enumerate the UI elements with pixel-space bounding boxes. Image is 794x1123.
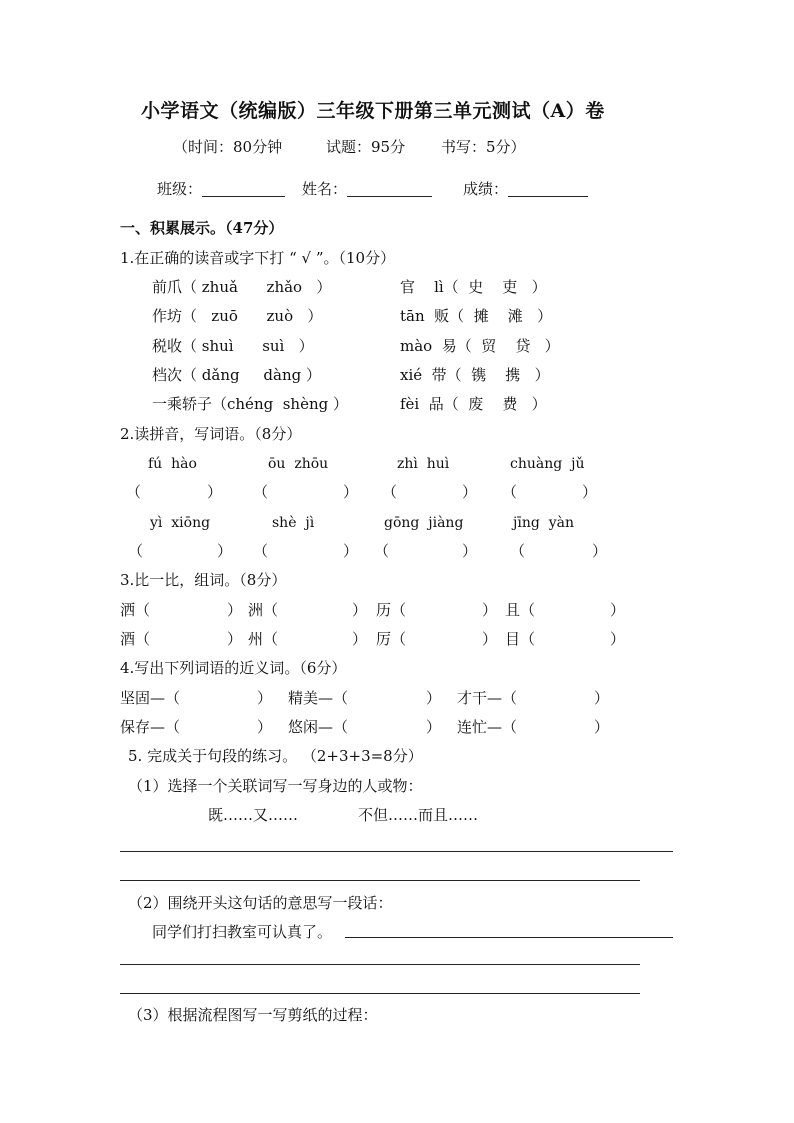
q3-close: ） — [227, 630, 243, 648]
q3-char: 且（ — [505, 601, 536, 619]
q3-close: ） — [352, 601, 368, 619]
q5-title: 5. 完成关于句段的练习。 （2+3+3=8分） — [128, 747, 423, 765]
q1-title: 1.在正确的读音或字下打 “ √ ”。（10分） — [120, 249, 396, 267]
pinyin: gōng jiàng — [384, 515, 464, 531]
answer-line[interactable] — [345, 937, 673, 938]
q2-title: 2.读拼音，写词语。（8分） — [120, 425, 302, 443]
q1-left-item: 作坊（ zuō zuò ） — [152, 307, 323, 325]
time-limit: （时间：80分钟 — [173, 138, 283, 156]
q3-char: 州（ — [248, 630, 279, 648]
section-heading: 一、积累展示。（47分） — [120, 219, 284, 237]
q1-right-item: 官 lì（ 史 吏 ） — [400, 278, 547, 296]
pinyin: ōu zhōu — [268, 456, 329, 472]
q3-close: ） — [610, 630, 626, 648]
writing-score: 书写：5分） — [441, 138, 526, 156]
q3-close: ） — [610, 601, 626, 619]
q4-word: 精美—（ — [288, 689, 349, 707]
answer-bracket-open: （ — [382, 483, 398, 501]
answer-line[interactable] — [120, 851, 673, 852]
conjunction-option: 不但……而且…… — [358, 806, 479, 824]
answer-bracket-open: （ — [253, 483, 269, 501]
q5-part2: （2）围绕开头这句话的意思写一段话： — [128, 894, 393, 912]
q4-close: ） — [426, 689, 442, 707]
q3-char: 历（ — [376, 601, 407, 619]
answer-bracket-open: （ — [128, 542, 144, 560]
q4-word: 保存—（ — [120, 718, 181, 736]
answer-line[interactable] — [120, 964, 640, 965]
answer-bracket-close: ） — [462, 542, 478, 560]
answer-bracket-close: ） — [582, 483, 598, 501]
answer-bracket-close: ） — [217, 542, 233, 560]
pinyin: yì xiōng — [150, 515, 211, 531]
q4-word: 连忙—（ — [457, 718, 518, 736]
q4-close: ） — [594, 689, 610, 707]
q1-left-item: 税收（ shuì suì ） — [152, 337, 314, 355]
class-blank[interactable] — [202, 180, 285, 197]
grade-label: 成绩： — [463, 179, 588, 199]
answer-bracket-close: ） — [207, 483, 223, 501]
q4-word: 坚固—（ — [120, 689, 181, 707]
conjunction-option: 既……又…… — [208, 806, 299, 824]
answer-line[interactable] — [120, 880, 640, 881]
pinyin: zhì huì — [397, 456, 450, 472]
pinyin: shè jì — [272, 515, 315, 531]
q1-right-item: tān 贩（ 摊 滩 ） — [400, 307, 553, 325]
answer-bracket-open: （ — [374, 542, 390, 560]
answer-bracket-close: ） — [343, 542, 359, 560]
q5-part3: （3）根据流程图写一写剪纸的过程： — [128, 1006, 378, 1024]
q3-close: ） — [227, 601, 243, 619]
q1-right-item: mào 易（ 贸 贷 ） — [400, 337, 560, 355]
q3-char: 洒（ — [120, 601, 151, 619]
q1-right-item: fèi 品（ 废 费 ） — [400, 395, 547, 413]
q4-close: ） — [426, 718, 442, 736]
q3-char: 目（ — [505, 630, 536, 648]
q4-close: ） — [594, 718, 610, 736]
grade-blank[interactable] — [508, 180, 588, 197]
q1-left-item: 一乘轿子（chéng shèng ） — [152, 395, 349, 413]
q4-word: 才干—（ — [457, 689, 518, 707]
q4-close: ） — [257, 718, 273, 736]
name-label: 姓名： — [302, 179, 432, 199]
q1-left-item: 档次（ dǎng dàng ） — [152, 366, 321, 384]
total-score: 试题：95分 — [326, 138, 406, 156]
q3-close: ） — [482, 601, 498, 619]
q4-word: 悠闲—（ — [288, 718, 349, 736]
q3-char: 酒（ — [120, 630, 151, 648]
q3-char: 厉（ — [376, 630, 407, 648]
answer-bracket-close: ） — [343, 483, 359, 501]
class-label: 班级： — [157, 179, 285, 199]
q4-close: ） — [257, 689, 273, 707]
q3-close: ） — [482, 630, 498, 648]
q3-title: 3.比一比，组词。（8分） — [120, 571, 287, 589]
q1-left-item: 前爪（ zhuǎ zhǎo ） — [152, 278, 332, 296]
answer-bracket-close: ） — [592, 542, 608, 560]
q3-close: ） — [352, 630, 368, 648]
answer-bracket-open: （ — [253, 542, 269, 560]
q1-right-item: xié 带（ 镌 携 ） — [400, 366, 550, 384]
q5-part2-start: 同学们打扫教室可认真了。 — [152, 923, 333, 941]
name-blank[interactable] — [347, 180, 432, 197]
page-title: 小学语文（统编版）三年级下册第三单元测试（A）卷 — [141, 100, 605, 122]
answer-bracket-open: （ — [510, 542, 526, 560]
pinyin: jīng yàn — [513, 515, 574, 531]
q5-part1: （1）选择一个关联词写一写身边的人或物： — [128, 777, 423, 795]
answer-bracket-open: （ — [502, 483, 518, 501]
answer-line[interactable] — [120, 993, 640, 994]
q3-char: 洲（ — [248, 601, 279, 619]
pinyin: chuàng jǔ — [510, 456, 585, 472]
pinyin: fú hào — [148, 456, 197, 472]
answer-bracket-close: ） — [462, 483, 478, 501]
answer-bracket-open: （ — [126, 483, 142, 501]
q4-title: 4.写出下列词语的近义词。（6分） — [120, 659, 347, 677]
